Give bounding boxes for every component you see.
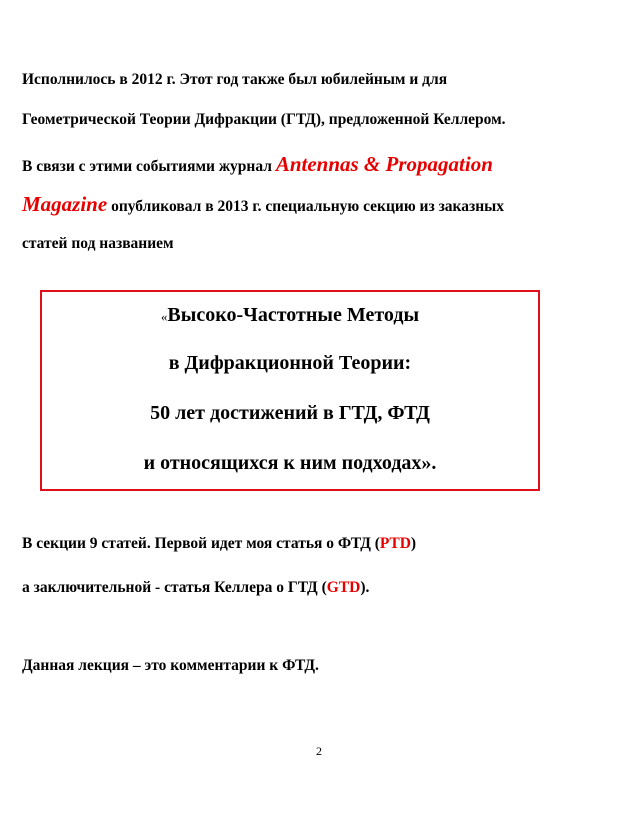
boxed-title bbox=[40, 290, 540, 491]
boxed-title-line-3: 50 лет достижений в ГТД, ФТД bbox=[150, 402, 430, 424]
paragraph-2-line-3: статей под названием bbox=[22, 235, 174, 252]
journal-name-part-2: Magazine bbox=[22, 192, 108, 216]
paragraph-4-line-1: Данная лекция – это комментарии к ФТД. bbox=[22, 657, 319, 674]
paragraph-2-line-1-text: В связи с этими событиями журнал bbox=[22, 158, 276, 175]
paragraph-1-line-1: Исполнилось в 2012 г. Этот год также был юбилейным и для bbox=[22, 71, 448, 88]
paragraph-3-line-2-text: а заключительной - статья Келлера о ГТД ( bbox=[22, 579, 327, 596]
paragraph-2-line-1 bbox=[22, 154, 493, 177]
boxed-title-line-4: и относящихся к ним подходах». bbox=[143, 452, 437, 474]
boxed-title-line-1 bbox=[42, 303, 538, 329]
paragraph-2-line-2-text: опубликовал в 2013 г. специальную секцию из заказных bbox=[107, 198, 505, 215]
gtd-acronym: GTD bbox=[326, 579, 361, 596]
opening-quote: « bbox=[160, 309, 168, 324]
journal-name-part-1: Antennas & Propagation bbox=[275, 152, 493, 176]
paragraph-3-line-2-close: ). bbox=[360, 579, 370, 596]
ptd-acronym: PTD bbox=[379, 535, 411, 552]
paragraph-2-line-2 bbox=[22, 194, 504, 217]
boxed-title-line-1-text: Высоко-Частотные Методы bbox=[167, 304, 420, 326]
page-number: 2 bbox=[316, 744, 322, 758]
paragraph-3-line-2 bbox=[22, 578, 369, 598]
paragraph-3-line-1-text: В секции 9 статей. Первой идет моя статья о ФТД ( bbox=[22, 535, 380, 552]
paragraph-3-line-1-close: ) bbox=[410, 535, 417, 552]
paragraph-1-line-2: Геометрической Теории Дифракции (ГТД), предложенной Келлером. bbox=[22, 111, 506, 128]
paragraph-3-line-1 bbox=[22, 534, 416, 554]
boxed-title-line-2: в Дифракционной Теории: bbox=[168, 352, 412, 374]
